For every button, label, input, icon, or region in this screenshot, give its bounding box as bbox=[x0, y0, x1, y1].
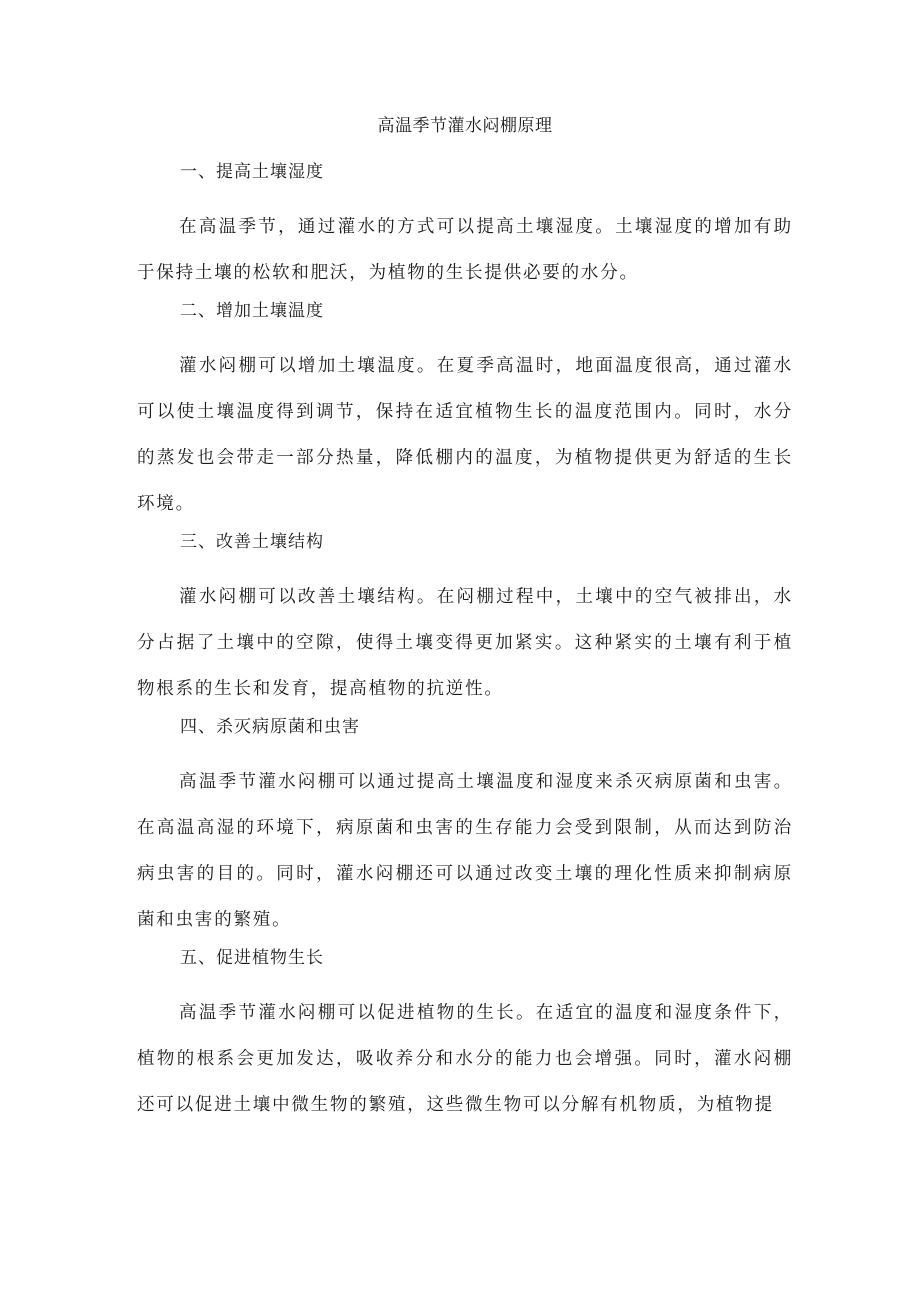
section-paragraph: 灌水闷棚可以增加土壤温度。在夏季高温时，地面温度很高，通过灌水可以使土壤温度得到调节，保持在适宜植物生长的温度范围内。同时，水分的蒸发也会带走一部分热量，降低棚内的温度，为植物提供更为舒适的生长环境。 bbox=[137, 356, 793, 514]
section-heading: 三、改善土壤结构 bbox=[180, 532, 324, 552]
section-5 bbox=[137, 944, 793, 1128]
section-heading: 一、提高土壤湿度 bbox=[180, 162, 324, 182]
section-paragraph: 灌水闷棚可以改善土壤结构。在闷棚过程中，土壤中的空气被排出，水分占据了土壤中的空隙，使得土壤变得更加紧实。这种紧实的土壤有利于植物根系的生长和发育，提高植物的抗逆性。 bbox=[137, 587, 793, 699]
section-paragraph: 高温季节灌水闷棚可以促进植物的生长。在适宜的温度和湿度条件下，植物的根系会更加发达，吸收养分和水分的能力也会增强。同时，灌水闷棚还可以促进土壤中微生物的繁殖，这些微生物可以分解有机物质，为植物提 bbox=[137, 1003, 793, 1115]
section-3 bbox=[137, 528, 793, 712]
section-paragraph: 在高温季节，通过灌水的方式可以提高土壤湿度。土壤湿度的增加有助于保持土壤的松软和肥沃，为植物的生长提供必要的水分。 bbox=[137, 217, 793, 283]
section-1 bbox=[137, 158, 793, 296]
document-page bbox=[137, 112, 793, 1129]
section-paragraph: 高温季节灌水闷棚可以通过提高土壤温度和湿度来杀灭病原菌和虫害。在高温高湿的环境下，病原菌和虫害的生存能力会受到限制，从而达到防治病虫害的目的。同时，灌水闷棚还可以通过改变土壤的理化性质来抑制病原菌和虫害的繁殖。 bbox=[137, 772, 793, 930]
section-heading: 二、增加土壤温度 bbox=[180, 301, 324, 321]
document-title: 高温季节灌水闷棚原理 bbox=[377, 116, 553, 136]
section-heading: 四、杀灭病原菌和虫害 bbox=[180, 717, 360, 737]
section-4 bbox=[137, 713, 793, 943]
section-2 bbox=[137, 297, 793, 527]
section-heading: 五、促进植物生长 bbox=[180, 948, 324, 968]
